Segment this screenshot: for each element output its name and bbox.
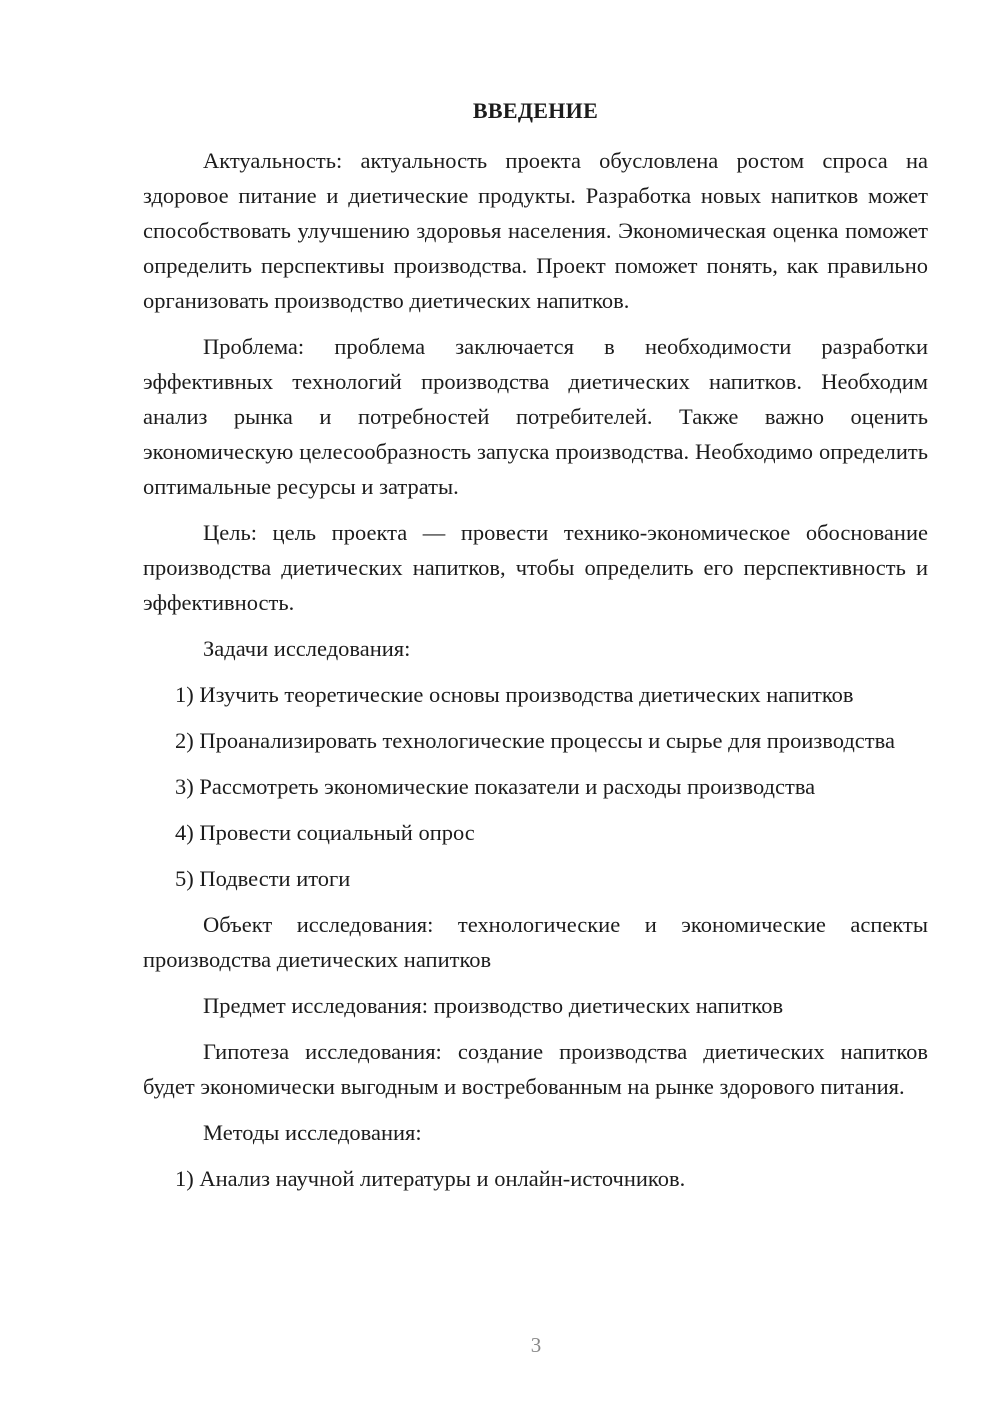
- task-item: 5) Подвести итоги: [175, 866, 351, 891]
- task-item: 3) Рассмотреть экономические показатели и расходы производства: [175, 774, 816, 799]
- relevance-paragraph: Актуальность: актуальность проекта обусловлена ростом спроса на здоровое питание и диетические продукты. Разработка новых напитков может способствовать улучшению здоровья населения. Экономическая оценка поможет определить перспективы производства. Проект поможет понять, как правильно организовать производство диетических напитков.: [143, 148, 928, 313]
- tasks-title: Задачи исследования:: [203, 636, 411, 661]
- task-item: 2) Проанализировать технологические процессы и сырье для производства: [175, 728, 895, 753]
- object-paragraph: Объект исследования: технологические и экономические аспекты производства диетических напитков: [143, 912, 928, 972]
- section-heading: ВВЕДЕНИЕ: [472, 98, 599, 123]
- method-item: 1) Анализ научной литературы и онлайн-источников.: [175, 1166, 686, 1191]
- task-item: 1) Изучить теоретические основы производства диетических напитков: [175, 682, 854, 707]
- document-body: [143, 143, 928, 1207]
- problem-paragraph: Проблема: проблема заключается в необходимости разработки эффективных технологий производства диетических напитков. Необходим анализ рынка и потребностей потребителей. Также важно оценить экономическую целесообразность запуска производства. Необходимо определить оптимальные ресурсы и затраты.: [143, 334, 928, 499]
- subject-paragraph: Предмет исследования: производство диетических напитков: [203, 993, 784, 1018]
- methods-title: Методы исследования:: [203, 1120, 422, 1145]
- goal-paragraph: Цель: цель проекта — провести технико-экономическое обоснование производства диетических напитков, чтобы определить его перспективность и эффективность.: [143, 520, 928, 615]
- page-number: 3: [530, 1333, 542, 1357]
- task-item: 4) Провести социальный опрос: [175, 820, 475, 845]
- hypothesis-paragraph: Гипотеза исследования: создание производства диетических напитков будет экономически выгодным и востребованным на рынке здорового питания.: [143, 1039, 928, 1099]
